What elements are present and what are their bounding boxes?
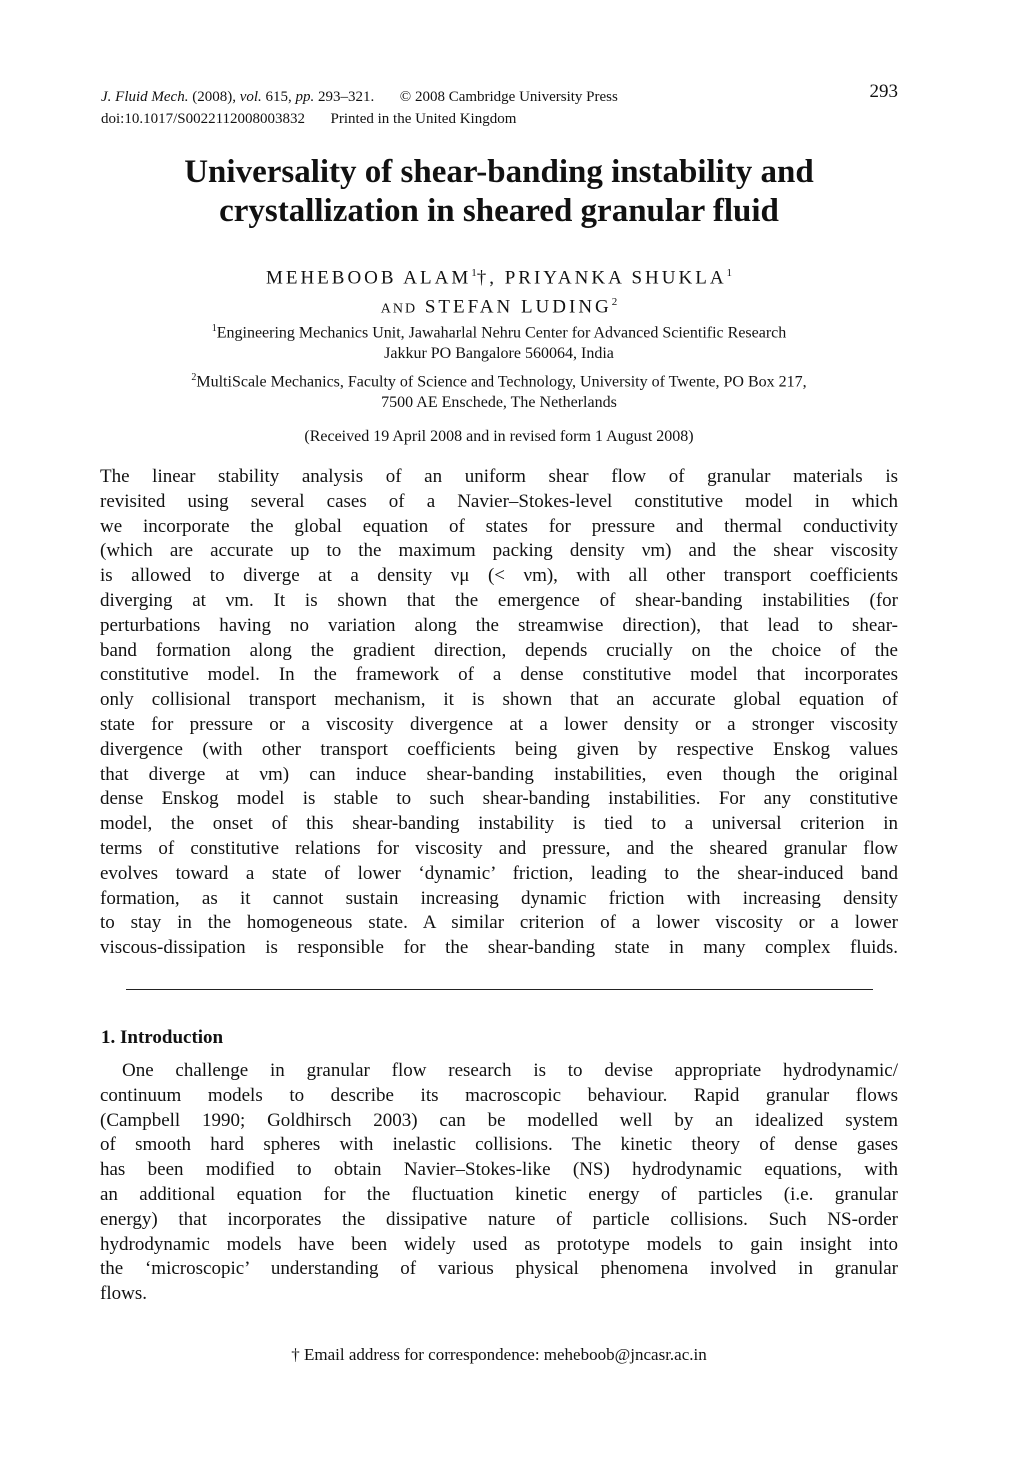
body-line: of smooth hard spheres with inelastic collisions. The kinetic theory of dense gases [100,1134,898,1156]
abstract-line: that diverge at νm) can induce shear-banding instabilities, even though the original [100,763,898,785]
author-luding-affil: 2 [611,296,618,309]
body-line: continuum models to describe its macroscopic behaviour. Rapid granular flows [100,1084,898,1106]
page-range: 293–321. [318,89,375,105]
received-dates: (Received 19 April 2008 and in revised form 1 August 2008) [304,428,694,445]
body-line: hydrodynamic models have been widely used as prototype models to gain insight into [100,1233,898,1255]
author-alam-affil: 1 [471,267,477,279]
abstract-line: state for pressure or a viscosity divergence at a lower density or a stronger viscosity [100,713,898,735]
author-row-2 [100,290,898,321]
body-line: an additional equation for the fluctuation kinetic energy of particles (i.e. granular [100,1183,898,1205]
affiliation-1-line-2: Jakkur PO Bangalore 560064, India [384,345,614,363]
author-and: AND [380,301,418,317]
affiliation-1-marker: 1 [211,323,217,334]
abstract [100,465,898,961]
abstract-line: (which are accurate up to the maximum packing density νm) and the shear viscosity [100,540,898,562]
author-shukla: PRIYANKA SHUKLA [504,267,727,289]
affiliation-1-line-1: Engineering Mechanics Unit, Jawaharlal Nehru Center for Advanced Scientific Research [216,324,787,342]
correspondence-footnote: † Email address for correspondence: meheboob@jncasr.ac.in [291,1345,707,1364]
affiliation-2-marker: 2 [191,372,197,383]
abstract-line: constitutive model. In the framework of a dense constitutive model that incorporates [100,664,898,686]
affiliation-2 [100,367,898,413]
abstract-line: diverging at νm. It is shown that the emergence of shear-banding instabilities (for [100,589,898,611]
page-number: 293 [869,81,898,102]
body-line: has been modified to obtain Navier–Stokes-like (NS) hydrodynamic equations, with [100,1159,898,1181]
paper-title [100,153,898,231]
abstract-line: revisited using several cases of a Navier–Stokes-level constitutive model in which [100,490,898,512]
abstract-line: perturbations having no variation along the streamwise direction), that lead to shear- [100,614,898,636]
author-list [100,261,898,322]
abstract-line: viscous-dissipation is responsible for the shear-banding state in many complex fluids. [100,937,898,959]
volume-label: vol. [239,89,262,105]
title-line-1: Universality of shear-banding instability and [184,154,814,190]
journal-name: J. Fluid Mech. [101,89,189,105]
title-line-2: crystallization in sheared granular fluid [219,193,779,229]
abstract-line: only collisional transport mechanism, it is shown that an accurate global equation of [100,689,898,711]
abstract-line: band formation along the gradient direction, depends crucially on the choice of the [100,639,898,661]
journal-header [101,86,701,130]
author-shukla-affil: 1 [726,267,733,279]
journal-year: (2008), [192,89,236,105]
doi-line [101,108,701,130]
introduction-body [100,1059,898,1307]
abstract-line: to stay in the homogeneous state. A similar criterion of a lower viscosity or a lower [100,912,898,934]
affiliation-2-line-2: 7500 AE Enschede, The Netherlands [381,394,617,412]
abstract-line: formation, as it cannot sustain increasing dynamic friction with increasing density [100,887,898,909]
abstract-line: evolves toward a state of lower ‘dynamic’ friction, leading to the shear-induced band [100,862,898,884]
citation-line [101,86,701,108]
abstract-divider [126,989,873,990]
author-alam-dagger: †, [476,267,497,289]
abstract-line: we incorporate the global equation of states for pressure and thermal conductivity [100,515,898,537]
abstract-line: model, the onset of this shear-banding instability is tied to a universal criterion in [100,813,898,835]
abstract-line: divergence (with other transport coefficients being given by respective Enskog values [100,738,898,760]
abstract-line: terms of constitutive relations for viscosity and pressure, and the sheared granular flow [100,837,898,859]
section-heading: 1. Introduction [101,1027,224,1048]
affiliation-1 [100,318,898,364]
affiliation-2-line-1: MultiScale Mechanics, Faculty of Science and Technology, University of Twente, PO Box 217, [196,373,807,391]
body-line: energy) that incorporates the dissipative nature of particle collisions. Such NS-order [100,1208,898,1230]
body-line: One challenge in granular flow research is to devise appropriate hydrodynamic/ [122,1060,898,1081]
printed-notice: Printed in the United Kingdom [330,111,517,127]
copyright-notice: © 2008 Cambridge University Press [399,89,618,105]
doi: doi:10.1017/S0022112008003832 [101,111,306,127]
volume-number: 615, [265,89,292,105]
abstract-line: dense Enskog model is stable to such shear-banding instabilities. For any constitutive [100,788,898,810]
author-alam: MEHEBOOB ALAM [265,267,472,289]
body-line: the ‘microscopic’ understanding of various physical phenomena involved in granular [100,1258,898,1280]
pages-label: pp. [295,89,315,105]
body-line: (Campbell 1990; Goldhirsch 2003) can be modelled well by an idealized system [100,1109,898,1131]
body-line: flows. [100,1283,147,1305]
author-luding: STEFAN LUDING [424,296,612,318]
author-row-1 [100,261,898,290]
abstract-line: is allowed to diverge at a density νμ (< νm), with all other transport coefficients [100,565,898,587]
abstract-line: The linear stability analysis of an uniform shear flow of granular materials is [100,466,898,487]
